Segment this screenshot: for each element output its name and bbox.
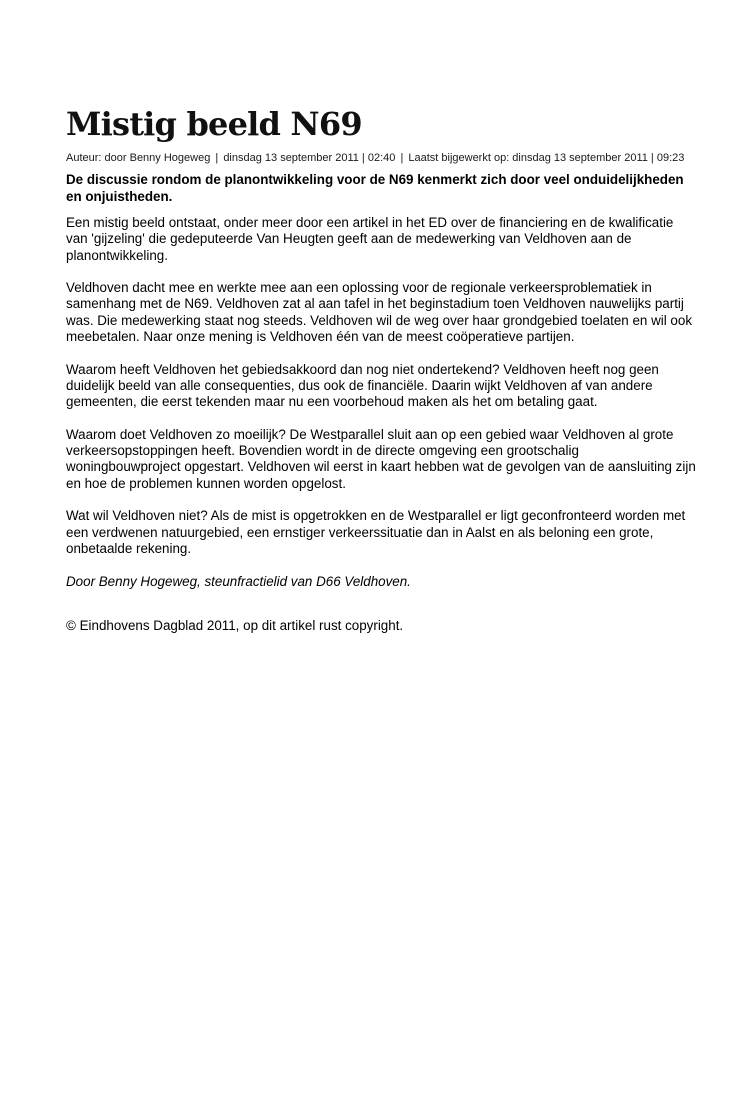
meta-separator: |: [215, 152, 219, 164]
article-title: Mistig beeld N69: [66, 105, 362, 143]
article-paragraph: Een mistig beeld ontstaat, onder meer door een artikel in het ED over de financiering en de kwalificatie van 'gijzeling' die gedeputeerde Van Heugten geeft aan de medewerking van Veldhoven aan de planontwikkeling.: [66, 215, 674, 263]
article-paragraph: Veldhoven dacht mee en werkte mee aan een oplossing voor de regionale verkeersproblematiek in samenhang met de N69. Veldhoven zat al aan tafel in het beginstadium toen Veldhoven nauwelijks partij was. Die medewerking staat nog steeds. Veldhoven wil de weg over haar grondgebied toelaten en wil ook meebetalen. Naar onze mening is Veldhoven één van de meest coöperatieve partijen.: [66, 280, 693, 345]
article-paragraph: Wat wil Veldhoven niet? Als de mist is opgetrokken en de Westparallel er ligt geconfronteerd worden met een verdwenen natuurgebied, een ernstiger verkeerssituatie dan in Aalst en als beloning een grote, onbetaalde rekening.: [66, 508, 686, 556]
copyright-notice: © Eindhovens Dagblad 2011, op dit artikel rust copyright.: [66, 617, 404, 633]
updated-date: Laatst bijgewerkt op: dinsdag 13 september 2011 | 09:23: [408, 152, 685, 164]
article-lead: De discussie rondom de planontwikkeling voor de N69 kenmerkt zich door veel onduidelijkheden en onjuistheden.: [66, 172, 684, 204]
article: [66, 104, 696, 634]
article-meta: [66, 151, 696, 165]
meta-separator: |: [400, 152, 404, 164]
author-label: Auteur:: [66, 152, 102, 164]
article-paragraph: Waarom heeft Veldhoven het gebiedsakkoord dan nog niet ondertekend? Veldhoven heeft nog geen duidelijk beeld van alle consequenties, dus ook de financiële. Daarin wijkt Veldhoven af van andere gemeenten, die eerst tekenden maar nu een voorbehoud maken als het om betaling gaat.: [66, 361, 659, 410]
author-name: door Benny Hogeweg: [104, 152, 211, 164]
article-paragraph: Waarom doet Veldhoven zo moeilijk? De Westparallel sluit aan op een gebied waar Veldhoven al grote verkeersopstoppingen heeft. Bovendien wordt in de directe omgeving een grootschalig woningbouwproject opgestart. Veldhoven wil eerst in kaart hebben wat de gevolgen van de aansluiting zijn en hoe de problemen kunnen worden opgelost.: [66, 426, 696, 491]
published-date: dinsdag 13 september 2011 | 02:40: [223, 152, 396, 164]
article-byline: Door Benny Hogeweg, steunfractielid van D66 Veldhoven.: [66, 573, 411, 589]
